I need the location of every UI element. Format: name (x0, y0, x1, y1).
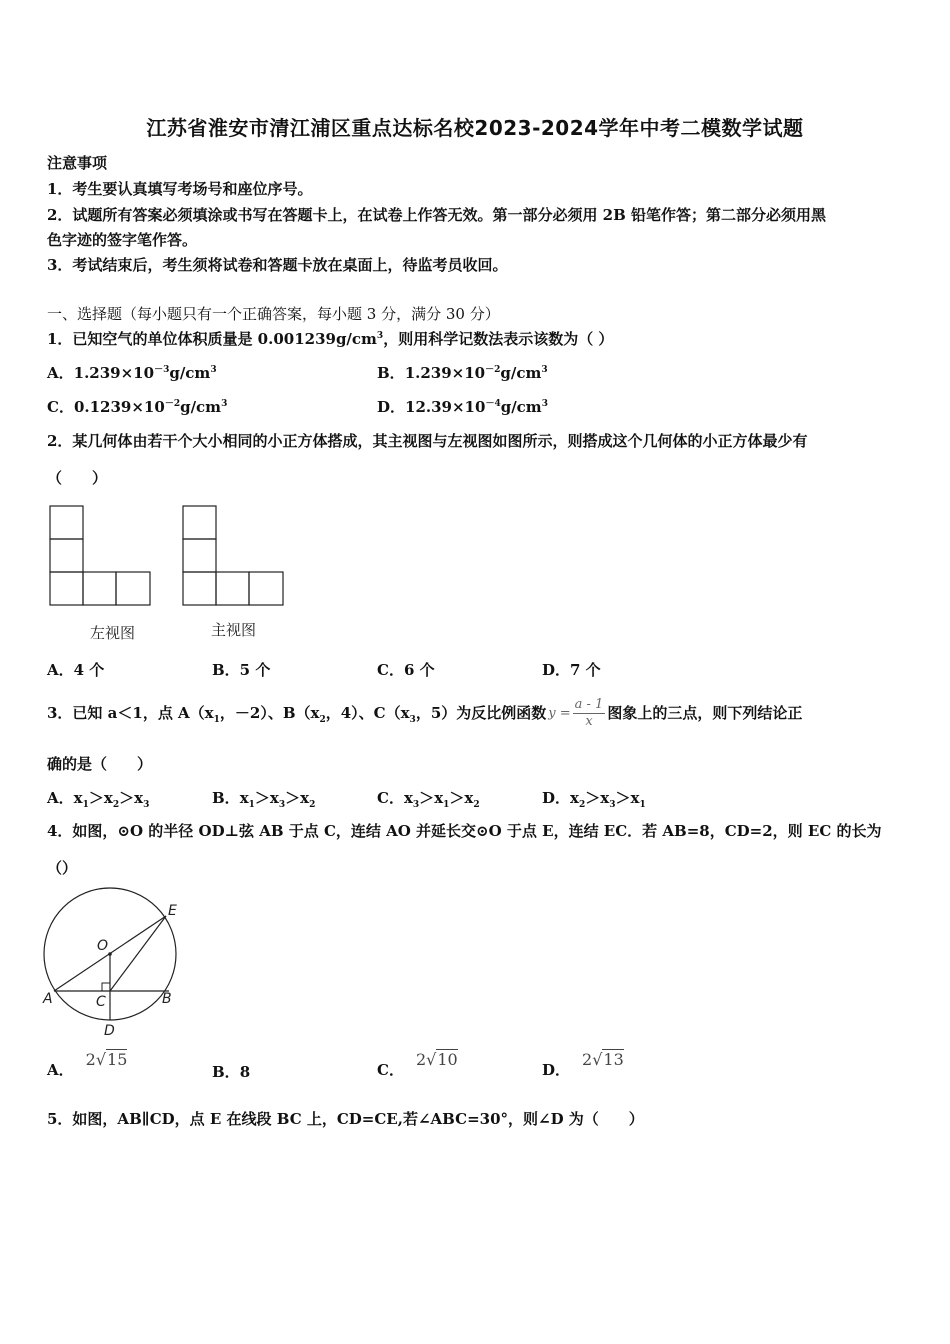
question-3-stem-cont: 确的是（ ） (47, 755, 153, 773)
notice-item: 3．考试结束后，考生须将试卷和答题卡放在桌面上，待监考员收回。 (47, 256, 508, 274)
q4-option-b[interactable]: B．8 (212, 1063, 251, 1081)
q1-option-b[interactable]: B．$1.239\times 10^{-2}g/cm^3$ (377, 364, 548, 382)
question-4-stem-cont: （） (47, 859, 78, 877)
q2-option-c[interactable]: C．6 个 (377, 661, 435, 679)
question-3-stem: 3．已知 a＜1，点 $A(x_1$，－2）、$B(x_2$，4）、$C(x_3$，5）为反比例函数 y = $\frac{a - 1}{x}$ 图象上的三点，则下列结论正 (47, 694, 802, 733)
question-1-stem: 1．已知空气的单位体积质量是 $0.001239g/cm^3$，则用科学记数法表示该数为（ ） (47, 330, 614, 348)
q4-option-c[interactable]: C．2√10 (377, 1050, 458, 1079)
label-d: D (104, 1023, 115, 1039)
label-a: A (43, 991, 53, 1007)
line-ec (110, 916, 166, 991)
page-title: 江苏省淮安市清江浦区重点达标名校2023-2024学年中考二模数学试题 (146, 116, 804, 140)
left-view-figure (50, 506, 150, 605)
question-5-stem: 5．如图，AB∥CD，点 E 在线段 BC 上，CD=CE,若∠ABC=30°，则∠D 为（ ） (47, 1110, 644, 1128)
q2-option-a[interactable]: A．4 个 (47, 661, 105, 679)
q3-option-c[interactable]: C．$x_3>x_1>x_2$ (377, 789, 480, 810)
label-e: E (168, 903, 177, 919)
q3-option-d[interactable]: D．$x_2>x_3>x_1$ (542, 789, 646, 810)
q2-views-figure (40, 498, 300, 648)
left-view-label: 左视图 (90, 624, 136, 642)
label-b: B (162, 991, 172, 1007)
label-o: O (97, 938, 109, 954)
q1-option-a[interactable]: A．$1.239\times 10^{-3}g/cm^3$ (47, 364, 217, 382)
inverse-function-formula: y = $\frac{a - 1}{x}$ (548, 697, 604, 730)
notice-item: 色字迹的签字笔作答。 (47, 231, 198, 249)
question-2-stem-cont: （ ） (47, 469, 108, 487)
q1-option-d[interactable]: D．$12.39\times 10^{-4}g/cm^3$ (377, 398, 548, 416)
section-heading: 一、选择题（每小题只有一个正确答案，每小题 3 分，满分 30 分） (47, 305, 500, 323)
q4-option-a[interactable]: A．2√15 (47, 1050, 128, 1079)
notice-heading: 注意事项 (47, 154, 108, 172)
notice-item: 1．考生要认真填写考场号和座位序号。 (47, 180, 313, 198)
q2-option-d[interactable]: D．7 个 (542, 661, 601, 679)
q4-circle-figure (38, 882, 198, 1042)
q4-option-d[interactable]: D．2√13 (542, 1050, 624, 1079)
label-c: C (96, 994, 106, 1010)
q3-option-a[interactable]: A．$x_1>x_2>x_3$ (47, 789, 150, 810)
center-point (108, 952, 112, 956)
right-angle-mark (102, 983, 110, 991)
question-2-stem: 2．某几何体由若干个大小相同的小正方体搭成，其主视图与左视图如图所示，则搭成这个几何体的小正方体最少有 (47, 432, 808, 450)
q2-option-b[interactable]: B．5 个 (212, 661, 271, 679)
q3-option-b[interactable]: B．$x_1>x_3>x_2$ (212, 789, 316, 810)
q1-option-c[interactable]: C．$0.1239\times 10^{-2}g/cm^3$ (47, 398, 228, 416)
notice-item: 2．试题所有答案必须填涂或书写在答题卡上，在试卷上作答无效。第一部分必须用 2B 铅笔作答；第二部分必须用黑 (47, 206, 827, 224)
main-view-figure (183, 506, 283, 605)
question-4-stem: 4．如图，⊙O 的半径 OD⊥弦 AB 于点 C，连结 AO 并延长交⊙O 于点 E，连结 EC．若 AB=8，CD=2，则 EC 的长为 (47, 822, 882, 840)
main-view-label: 主视图 (211, 621, 257, 639)
